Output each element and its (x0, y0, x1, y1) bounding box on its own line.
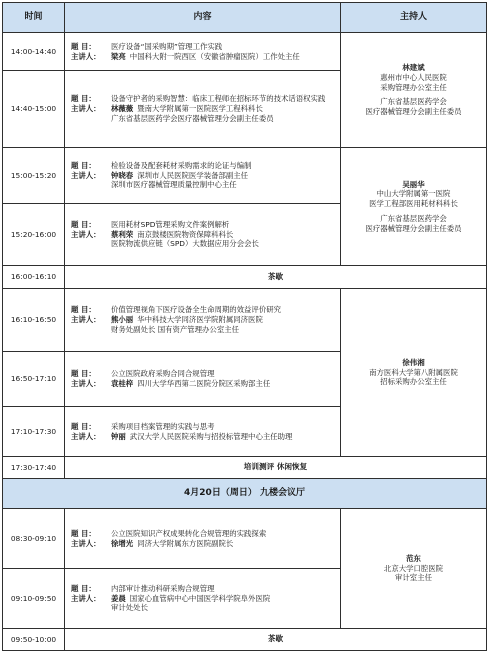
host-cell-4 (341, 509, 487, 629)
speaker-label: 主讲人： (71, 315, 101, 325)
speaker-org: 中国科大附一院西区（安徽省肿瘤医院）工作处主任 (129, 51, 300, 61)
host-name: 徐伟湘 (402, 357, 425, 367)
host-org: 中山大学附属第一医院 (376, 189, 451, 199)
host-name: 林建斌 (402, 63, 425, 73)
topic-label: 题 目： (71, 41, 96, 51)
break-time: 17:30-17:40 (3, 457, 65, 479)
session-time: 15:00-15:20 (3, 148, 65, 204)
host-cell-3 (341, 289, 487, 457)
session-content (65, 33, 341, 71)
table-row (3, 266, 487, 289)
table-row (3, 457, 487, 479)
speaker-label: 主讲人： (71, 51, 101, 61)
speaker-label: 主讲人： (71, 229, 101, 239)
session-content (65, 352, 341, 407)
table-row (3, 33, 487, 71)
table-row (3, 479, 487, 509)
session-time: 14:40-15:00 (3, 71, 65, 148)
host-title: 医学工程部医用耗材科科长 (369, 199, 458, 209)
break-label: 培训测评 休闲恢复 (65, 457, 487, 479)
speaker-name: 梁亮 (111, 51, 126, 61)
schedule-table (2, 2, 487, 651)
session-content (65, 71, 341, 148)
header-host: 主持人 (341, 3, 487, 33)
session-content (65, 569, 341, 629)
host-org: 北京大学口腔医院 (383, 563, 444, 573)
session-content (65, 289, 341, 352)
topic-label: 题 目： (71, 94, 96, 104)
host-cell-1 (341, 33, 487, 148)
session-topic: 检验设备及配套耗材采购需求的论证与编制 (111, 160, 252, 170)
session-content (65, 509, 341, 569)
header-row (3, 3, 487, 33)
header-time: 时间 (3, 3, 65, 33)
session-topic: 内部审计推动科研采购合规管理 (111, 583, 215, 593)
host-title: 采购管理办公室主任 (380, 82, 447, 92)
speaker-org-extra: 财务处副处长 国有资产管理办公室主任 (111, 324, 239, 334)
session-content (65, 148, 341, 204)
break-time: 09:50-10:00 (3, 629, 65, 651)
host-title: 审计室主任 (395, 573, 432, 583)
speaker-label: 主讲人： (71, 379, 101, 388)
speaker-org: 深圳市人民医院医学装备部副主任 (137, 170, 249, 180)
speaker-name: 钟晓春 (111, 170, 134, 180)
session-time: 08:30-09:10 (3, 509, 65, 569)
day-title: 4月20日（周日） 九楼会议厅 (3, 479, 487, 509)
speaker-label: 主讲人： (71, 538, 101, 548)
host-society-title: 医疗器械管理分会副主任委员 (365, 223, 462, 233)
speaker-label: 主讲人： (71, 104, 101, 114)
speaker-org: 四川大学华西第二医院分院区采购部主任 (137, 379, 271, 388)
host-name: 吴丽华 (402, 179, 425, 189)
header-content: 内容 (65, 3, 341, 33)
speaker-name: 钟丽 (111, 431, 126, 441)
topic-label: 题 目： (71, 219, 96, 229)
speaker-org-extra: 广东省基层医药学会医疗器械管理分会副主任委员 (111, 113, 274, 123)
speaker-org-extra: 医院物流供应链（SPD）大数据应用分会会长 (111, 239, 259, 249)
table-row (3, 509, 487, 569)
speaker-name: 姜晨 (111, 593, 126, 603)
session-topic: 公立医院政府采购合同合规管理 (111, 369, 215, 379)
session-topic: 采购项目档案管理的实践与思考 (111, 421, 215, 431)
session-content (65, 204, 341, 266)
session-time: 09:10-09:50 (3, 569, 65, 629)
topic-label: 题 目： (71, 160, 96, 170)
speaker-name: 袁桂梓 (111, 379, 134, 388)
host-org: 南方医科大学第八附属医院 (369, 367, 458, 377)
topic-label: 题 目： (71, 369, 96, 379)
speaker-org-extra: 深圳市医疗器械管理质量控制中心主任 (111, 180, 237, 190)
host-title: 招标采购办公室主任 (380, 377, 447, 387)
session-topic: 价值管理视角下医疗设备全生命周期的效益评价研究 (111, 305, 281, 315)
session-time: 15:20-16:00 (3, 204, 65, 266)
host-society: 广东省基层医药学会 (380, 213, 447, 223)
session-topic: 医疗设备“国采购期”管理工作实践 (111, 41, 223, 51)
table-row (3, 289, 487, 352)
session-topic: 设备守护者的采购智慧：临床工程师在招标环节的技术话语权实践 (111, 94, 326, 104)
session-topic: 医用耗材SPD管理采购文件案例解析 (111, 219, 230, 229)
session-time: 17:10-17:30 (3, 407, 65, 457)
table-row (3, 148, 487, 204)
speaker-label: 主讲人： (71, 431, 101, 441)
break-label: 茶歇 (65, 266, 487, 289)
table-row (3, 629, 487, 651)
session-time: 14:00-14:40 (3, 33, 65, 71)
topic-label: 题 目： (71, 421, 96, 431)
host-org: 惠州市中心人民医院 (380, 72, 447, 82)
break-time: 16:00-16:10 (3, 266, 65, 289)
speaker-org: 武汉大学人民医院采购与招投标管理中心主任助理 (129, 431, 293, 441)
speaker-name: 熊小丽 (111, 315, 134, 325)
session-topic: 公立医院知识产权成果转化合规管理的实践探索 (111, 528, 267, 538)
session-content (65, 407, 341, 457)
topic-label: 题 目： (71, 305, 96, 315)
host-society: 广东省基层医药学会 (380, 97, 447, 107)
speaker-org: 南京鼓楼医院物资保障科科长 (137, 229, 234, 239)
speaker-label: 主讲人： (71, 170, 101, 180)
speaker-org-extra: 审计处处长 (111, 603, 148, 613)
session-time: 16:10-16:50 (3, 289, 65, 352)
topic-label: 题 目： (71, 583, 96, 593)
break-label: 茶歇 (65, 629, 487, 651)
speaker-org: 同济大学附属东方医院副院长 (137, 538, 234, 548)
host-cell-2 (341, 148, 487, 266)
speaker-name: 徐增光 (111, 538, 134, 548)
speaker-name: 蔡利荣 (111, 229, 134, 239)
speaker-org: 华中科技大学同济医学院附属同济医院 (137, 315, 263, 325)
speaker-label: 主讲人： (71, 593, 101, 603)
session-time: 16:50-17:10 (3, 352, 65, 407)
speaker-name: 林薇薇 (111, 104, 134, 114)
host-society-title: 医疗器械管理分会副主任委员 (365, 107, 462, 117)
speaker-org: 暨南大学附属第一医院医学工程科科长 (137, 104, 263, 114)
host-name: 范东 (406, 553, 421, 563)
speaker-org: 国家心血管病中心中国医学科学院阜外医院 (129, 593, 271, 603)
topic-label: 题 目： (71, 528, 96, 538)
